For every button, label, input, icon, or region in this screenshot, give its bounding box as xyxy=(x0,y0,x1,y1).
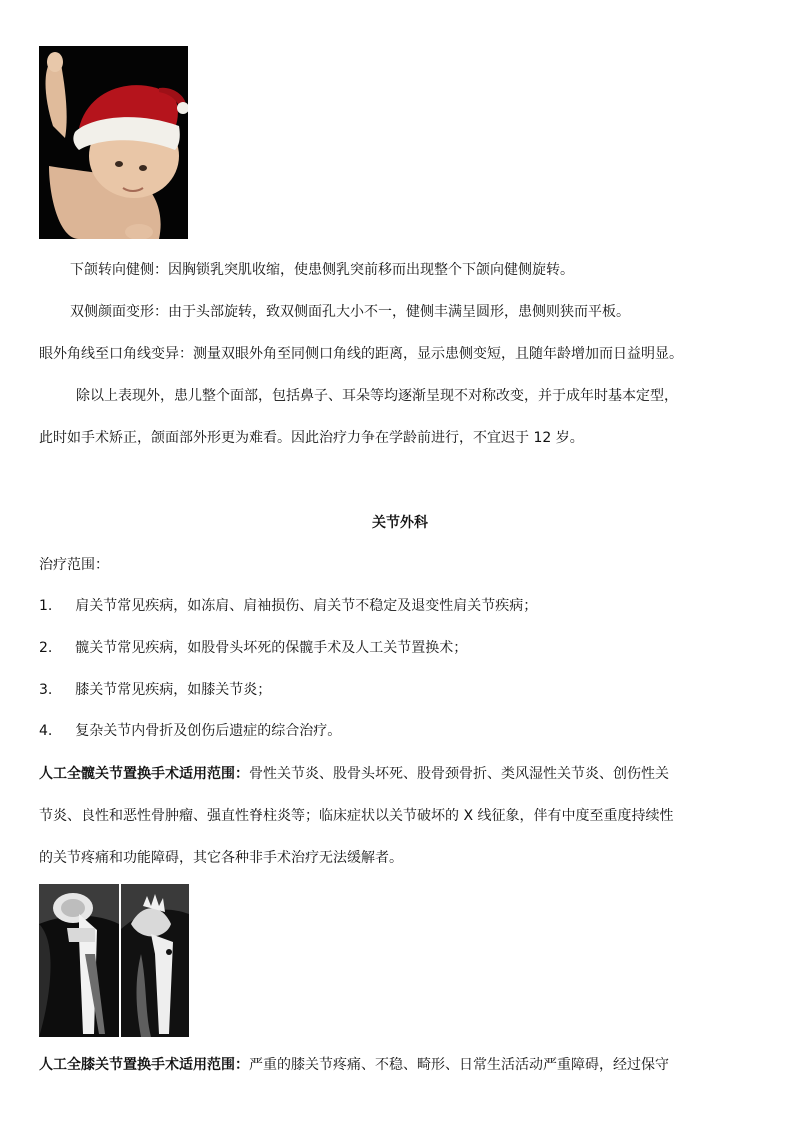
hip-xray-image-right xyxy=(121,884,189,1037)
hip-indication-line-1 xyxy=(39,764,669,784)
knee-indication-line-1 xyxy=(39,1055,669,1075)
list-item xyxy=(39,638,467,658)
hip-xray-image-left xyxy=(39,884,119,1037)
face-deformity-line: 双侧颜面变形：由于头部旋转，致双侧面孔大小不一，健侧丰满呈圆形，患侧则狭而平板。 xyxy=(70,304,630,320)
hip-xray-illustration-left xyxy=(39,884,119,1037)
summary-paragraph-line-1: 除以上表现外，患儿整个面部，包括鼻子、耳朵等均逐渐呈现不对称改变，并于成年时基本定型， xyxy=(76,388,678,404)
list-item-number: 4. xyxy=(39,723,53,739)
xray-images xyxy=(39,884,189,1037)
section-title: 关节外科 xyxy=(372,515,428,531)
list-item-text: 复杂关节内骨折及创伤后遗症的综合治疗。 xyxy=(75,723,342,739)
hip-xray-illustration-right xyxy=(121,884,189,1037)
list-item-number: 1. xyxy=(39,598,53,614)
summary-paragraph-line-2: 此时如手术矫正，颌面部外形更为难看。因此治疗力争在学龄前进行，不宜迟于 12 岁。 xyxy=(39,430,584,446)
list-item xyxy=(39,680,271,700)
knee-indication-text: 严重的膝关节疼痛、不稳、畸形、日常生活活动严重障碍，经过保守 xyxy=(249,1057,669,1073)
list-item xyxy=(39,721,341,741)
eye-mouth-line: 眼外角线至口角线变异：测量双眼外角至同侧口角线的距离，显示患侧变短，且随年龄增加而日益明显。 xyxy=(39,346,683,362)
jaw-rotation-line: 下颌转向健侧：因胸锁乳突肌收缩，使患侧乳突前移而出现整个下颌向健侧旋转。 xyxy=(70,262,574,278)
knee-indication-label: 人工全膝关节置换手术适用范围： xyxy=(39,1057,249,1073)
scope-label: 治疗范围： xyxy=(39,557,109,573)
hip-indication-label: 人工全髋关节置换手术适用范围： xyxy=(39,766,249,782)
hip-indication-line-3: 的关节疼痛和功能障碍，其它各种非手术治疗无法缓解者。 xyxy=(39,850,403,866)
hip-indication-text: 骨性关节炎、股骨头坏死、股骨颈骨折、类风湿性关节炎、创伤性关 xyxy=(249,766,669,782)
baby-photo-illustration xyxy=(39,46,188,239)
list-item-text: 髋关节常见疾病，如股骨头坏死的保髋手术及人工关节置换术； xyxy=(75,640,468,656)
baby-photo xyxy=(39,46,188,239)
list-item xyxy=(39,596,537,616)
list-item-number: 2. xyxy=(39,640,53,656)
list-item-number: 3. xyxy=(39,682,53,698)
hip-indication-line-2: 节炎、良性和恶性骨肿瘤、强直性脊柱炎等；临床症状以关节破坏的 X 线征象，伴有中度至重度持续性 xyxy=(39,808,674,824)
list-item-text: 膝关节常见疾病，如膝关节炎； xyxy=(75,682,272,698)
list-item-text: 肩关节常见疾病，如冻肩、肩袖损伤、肩关节不稳定及退变性肩关节疾病； xyxy=(75,598,538,614)
